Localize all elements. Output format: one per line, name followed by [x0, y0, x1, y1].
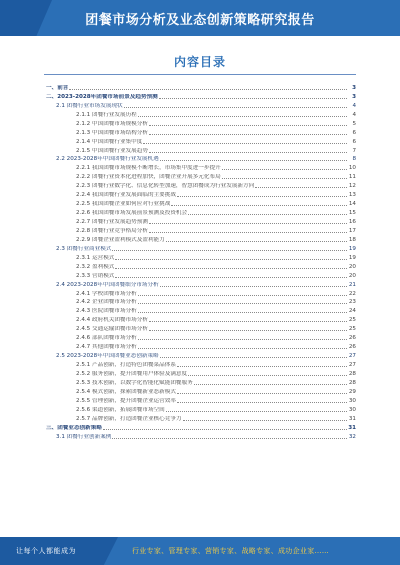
toc-entry-label: 2.2.7 团餐行业发展趋势预测	[76, 219, 148, 225]
toc-entry[interactable]	[46, 118, 356, 127]
toc-leader-dots	[160, 286, 347, 287]
toc-entry-page: 32	[348, 433, 356, 440]
toc-leader-dots	[160, 160, 347, 161]
toc-entry-label: 2.4.1 学校团餐市场分析	[76, 290, 137, 297]
toc-entry-label: 二、2023-2028年团餐市场前景及趋势预测	[46, 93, 158, 100]
toc-entry-label: 2.4.6 部队团餐市场分析	[76, 335, 137, 342]
toc-entry[interactable]	[46, 145, 356, 154]
toc-entry-page: 12	[348, 183, 356, 190]
toc-entry[interactable]	[46, 395, 356, 404]
toc-entry[interactable]	[46, 270, 356, 279]
toc-entry[interactable]	[46, 413, 356, 422]
toc-entry-label: 2.3.3 营销模式	[76, 272, 115, 279]
toc-leader-dots	[149, 232, 347, 233]
footer-tagline: 行业专家、管理专家、营销专家、战略专家、成功企业家……	[132, 547, 330, 555]
toc-entry-page: 13	[348, 192, 356, 199]
toc-entry-page: 18	[348, 236, 356, 243]
toc-leader-dots	[149, 321, 347, 322]
toc-entry[interactable]	[46, 180, 356, 189]
toc-entry-page: 31	[348, 415, 356, 422]
toc-leader-dots	[115, 259, 347, 260]
page-header	[0, 0, 400, 36]
toc-entry[interactable]	[46, 100, 356, 109]
toc-leader-dots	[138, 295, 347, 296]
toc-entry-page: 7	[352, 147, 356, 154]
toc-leader-dots	[69, 89, 347, 90]
toc-entry-label: 2.2.3 团餐行业数字化、信息化转型加速，智慧团餐成为行业发展新方向	[76, 183, 255, 190]
toc-leader-dots	[177, 393, 347, 394]
toc-leader-dots	[124, 107, 347, 108]
toc-leader-dots	[222, 178, 347, 179]
toc-leader-dots	[166, 411, 347, 412]
toc-entry-label: 2.1.4 中国团餐行业集中度	[76, 138, 143, 145]
footer-slogan: 让每个人都能成为	[16, 547, 76, 555]
toc-entry-page: 20	[348, 263, 356, 270]
toc-entry-page: 30	[348, 397, 356, 404]
toc-leader-dots	[255, 187, 347, 188]
toc-entry-page: 31	[348, 424, 356, 431]
toc-entry-page: 6	[352, 129, 356, 136]
toc-leader-dots	[222, 169, 347, 170]
toc-entry-page: 21	[348, 281, 356, 288]
toc-title: 内容目录	[173, 55, 226, 69]
toc-leader-dots	[138, 339, 347, 340]
toc-entry-page: 19	[348, 245, 356, 252]
toc-entry-page: 27	[348, 353, 356, 360]
toc-leader-dots	[112, 250, 347, 251]
toc-entry-page: 6	[352, 138, 356, 145]
toc-entry-label: 2.1.2 中国团餐市场规模分析	[76, 120, 148, 127]
toc-entry[interactable]	[46, 431, 356, 440]
toc-entry[interactable]	[46, 323, 356, 332]
toc-entry[interactable]	[46, 216, 356, 225]
toc-entry[interactable]	[46, 422, 356, 431]
toc-entry[interactable]	[46, 279, 356, 288]
toc-entry-label: 2.4.3 医院团餐市场分析	[76, 308, 137, 315]
toc-entry[interactable]	[46, 261, 356, 270]
toc-entry[interactable]	[46, 225, 356, 234]
toc-leader-dots	[194, 384, 347, 385]
toc-entry-page: 26	[348, 344, 356, 351]
toc-entry-label: 2.4 2023-2028年中国团餐细分市场分析	[56, 281, 159, 288]
toc-entry-label: 2.3.1 运营模式	[76, 254, 115, 261]
toc-entry-label: 2.5 2023-2028年中国团餐业态创新策略	[56, 353, 159, 360]
toc-entry-label: 2.5.3 技术创新，以数字化智能化赋能团餐服务	[76, 379, 193, 386]
toc-entry[interactable]	[46, 368, 356, 377]
toc-entry-label: 三、团餐业态创新策略	[46, 424, 102, 431]
toc-entry-page: 28	[348, 370, 356, 377]
toc-entry[interactable]	[46, 234, 356, 243]
toc-entry[interactable]	[46, 127, 356, 136]
toc-entry-label: 2.5.6 渠道创新，拓展团餐市场空间	[76, 406, 165, 413]
toc-entry-label: 2.2.1 我国团餐市场规模不断增长，市场集中度进一步提升	[76, 165, 221, 172]
toc-entry-page: 3	[352, 84, 356, 91]
toc-entry-page: 25	[348, 317, 356, 324]
toc-entry[interactable]	[46, 82, 356, 91]
toc-leader-dots	[160, 357, 347, 358]
toc-leader-dots	[138, 303, 347, 304]
toc-entry[interactable]	[46, 377, 356, 386]
toc-entry-page: 8	[352, 156, 356, 163]
toc-entry-page: 4	[352, 102, 356, 109]
toc-entry-label: 2.1.1 团餐行业发展历程	[76, 111, 137, 118]
toc-leader-dots	[159, 98, 347, 99]
toc-entry-label: 2.4.4 政府机关团餐市场分析	[76, 317, 148, 324]
toc-leader-dots	[115, 268, 347, 269]
toc-entry[interactable]	[46, 243, 356, 252]
toc-entry-label: 一、前言	[46, 84, 69, 91]
toc-entry-page: 29	[348, 388, 356, 395]
page-footer	[0, 537, 400, 565]
toc-entry[interactable]	[46, 314, 356, 323]
toc-entry-label: 2.2.8 团餐行业竞争格局分析	[76, 227, 148, 234]
toc-leader-dots	[177, 366, 347, 367]
toc-entry-label: 2.2.2 团餐行业资本化进程加快，团餐企业开展多元化布局	[76, 174, 221, 181]
toc-entry-label: 2.5.5 管理创新，提升团餐企业运营效率	[76, 397, 176, 404]
toc-leader-dots	[149, 223, 347, 224]
toc-entry[interactable]	[46, 288, 356, 297]
toc-entry-label: 2.4.2 企业团餐市场分析	[76, 299, 137, 306]
toc-leader-dots	[171, 205, 347, 206]
toc-entry-page: 11	[348, 174, 356, 181]
toc-entry-label: 2.1.5 中国团餐行业发展趋势	[76, 147, 148, 154]
toc-leader-dots	[143, 143, 347, 144]
toc-entry[interactable]	[46, 154, 356, 163]
toc-entry-page: 22	[348, 290, 356, 297]
toc-entry-label: 2.2.6 我国团餐市场发展前景预测及投资机会	[76, 210, 188, 217]
toc-entry-label: 2.2.9 团餐企业盈利模式及盈利能力	[76, 236, 165, 243]
toc-leader-dots	[149, 152, 347, 153]
toc-leader-dots	[138, 116, 347, 117]
toc-entry-label: 2.5.2 服务创新，提升团餐用户体验及满意度	[76, 370, 188, 377]
toc-leader-dots	[149, 134, 347, 135]
toc-entry-page: 26	[348, 335, 356, 342]
toc-entry[interactable]	[46, 386, 356, 395]
toc-leader-dots	[188, 214, 347, 215]
toc-entry-page: 19	[348, 254, 356, 261]
toc-entry-label: 2.5.7 品牌创新，打造团餐企业核心竞争力	[76, 415, 182, 422]
toc-entry[interactable]	[46, 332, 356, 341]
toc-leader-dots	[103, 429, 347, 430]
toc-entry-page: 5	[352, 120, 356, 127]
toc-entry-label: 2.2.4 我国团餐行业发展面临的主要挑战	[76, 192, 176, 199]
toc-entry-page: 20	[348, 272, 356, 279]
toc-entry-page: 16	[348, 219, 356, 225]
toc-leader-dots	[138, 348, 347, 349]
table-of-contents	[46, 82, 356, 440]
toc-leader-dots	[138, 312, 347, 313]
toc-entry-page: 23	[348, 299, 356, 306]
toc-entry-page: 30	[348, 406, 356, 413]
toc-entry-label: 2.1 团餐行业市场发展现状	[56, 102, 123, 109]
toc-entry[interactable]	[46, 136, 356, 145]
toc-entry[interactable]	[46, 189, 356, 198]
toc-leader-dots	[115, 277, 347, 278]
toc-entry-label: 2.5.1 产品创新，打造特色团餐菜品体系	[76, 362, 176, 368]
toc-entry[interactable]	[46, 305, 356, 314]
toc-divider	[44, 74, 356, 75]
toc-entry[interactable]	[46, 404, 356, 413]
toc-entry[interactable]	[46, 109, 356, 118]
toc-entry-label: 3.1 团餐行业创新案例	[56, 433, 112, 440]
toc-entry-page: 10	[348, 165, 356, 172]
toc-entry-page: 25	[348, 326, 356, 333]
toc-leader-dots	[112, 438, 347, 439]
toc-entry[interactable]	[46, 341, 356, 350]
toc-entry-page: 27	[348, 362, 356, 368]
toc-entry[interactable]	[46, 162, 356, 171]
toc-entry[interactable]	[46, 207, 356, 216]
toc-entry[interactable]	[46, 359, 356, 368]
toc-leader-dots	[149, 125, 347, 126]
toc-entry-label: 2.4.7 其他团餐市场分析	[76, 344, 137, 351]
toc-entry-label: 2.1.3 中国团餐市场结构分析	[76, 129, 148, 136]
toc-entry-label: 2.3 团餐行业商业模式	[56, 245, 112, 252]
toc-entry[interactable]	[46, 350, 356, 359]
toc-entry[interactable]	[46, 171, 356, 180]
toc-entry-label: 2.2.5 我国团餐企业如何应对行业挑战	[76, 201, 171, 208]
toc-entry-label: 2.3.2 盈利模式	[76, 263, 115, 270]
toc-entry-page: 15	[348, 210, 356, 217]
toc-entry-page: 14	[348, 201, 356, 208]
toc-entry-page: 4	[352, 111, 356, 118]
toc-entry-label: 2.5.4 模式创新，探索团餐新业态新模式	[76, 388, 176, 395]
toc-leader-dots	[188, 375, 347, 376]
report-title: 团餐市场分析及业态创新策略研究报告	[85, 13, 315, 28]
toc-leader-dots	[183, 420, 347, 421]
toc-leader-dots	[149, 330, 347, 331]
toc-entry[interactable]	[46, 91, 356, 100]
toc-entry-page: 3	[352, 93, 356, 100]
toc-leader-dots	[166, 241, 347, 242]
toc-leader-dots	[177, 402, 347, 403]
toc-entry-page: 24	[348, 308, 356, 315]
toc-entry[interactable]	[46, 297, 356, 306]
toc-entry-page: 28	[348, 379, 356, 386]
toc-entry[interactable]	[46, 198, 356, 207]
toc-leader-dots	[177, 196, 347, 197]
toc-entry-page: 17	[348, 227, 356, 234]
toc-entry-label: 2.2 2023-2028年中国团餐行业发展机遇	[56, 156, 159, 163]
toc-entry-label: 2.4.5 交通运输团餐市场分析	[76, 326, 148, 333]
toc-entry[interactable]	[46, 252, 356, 261]
